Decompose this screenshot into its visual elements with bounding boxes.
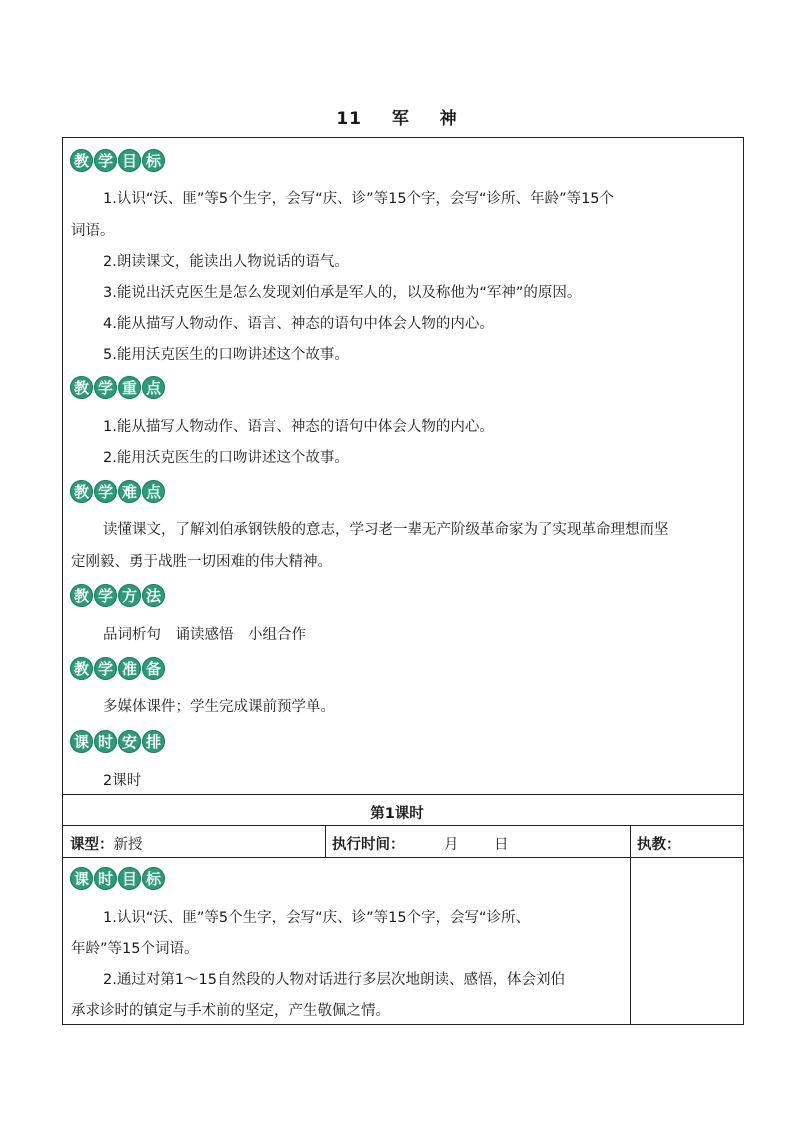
badge-teaching-goals: 教 学 目 标	[70, 149, 165, 172]
badge-key-points: 教 学 重 点	[70, 376, 165, 399]
goal-line-1: 1.认识“沃、匪”等5个生字，会写“庆、诊”等15个字，会写“诊所、年龄”等15个	[103, 191, 615, 207]
goal-line-1-cont: 词语。	[71, 223, 115, 239]
title-char-1: 军	[391, 109, 410, 129]
methods-line: 品词析句 诵读感悟 小组合作	[103, 627, 306, 643]
key-point-line-1: 1.能从描写人物动作、语言、神态的语句中体会人物的内心。	[103, 419, 494, 435]
badge-difficulties: 教 学 难 点	[70, 480, 165, 503]
badge-methods: 教 学 方 法	[70, 584, 165, 607]
table-divider	[62, 857, 744, 858]
lesson-goal-line-2-cont: 承求诊时的镇定与手术前的坚定，产生敬佩之情。	[71, 1003, 390, 1019]
course-type	[70, 833, 143, 854]
key-point-line-2: 2.能用沃克医生的口吻讲述这个故事。	[103, 450, 349, 466]
badge-preparation: 教 学 准 备	[70, 657, 165, 680]
execution-time-label: 执行时间：	[332, 837, 405, 853]
goal-line-2: 2.朗读课文，能读出人物说话的语气。	[103, 254, 349, 270]
difficulty-line-2: 定刚毅、勇于战胜一切困难的伟大精神。	[71, 554, 332, 570]
lesson-title	[0, 104, 794, 129]
goal-line-5: 5.能用沃克医生的口吻讲述这个故事。	[103, 347, 349, 363]
badge-lesson-goals: 课 时 目 标	[70, 867, 165, 890]
month-label: 月	[444, 837, 459, 853]
lesson-goal-line-1: 1.认识“沃、匪”等5个生字，会写“庆、诊”等15个字，会写“诊所、	[103, 910, 531, 926]
goal-line-3: 3.能说出沃克医生是怎么发现刘伯承是军人的，以及称他为“军神”的原因。	[103, 285, 582, 301]
lesson-goal-line-2: 2.通过对第1～15自然段的人物对话进行多层次地朗读、感悟，体会刘伯	[103, 972, 566, 988]
table-divider	[630, 825, 631, 1025]
badge-schedule: 课 时 安 排	[70, 730, 165, 753]
lesson-number: 11	[336, 109, 362, 129]
table-divider	[325, 825, 326, 858]
preparation-line: 多媒体课件；学生完成课前预学单。	[103, 699, 335, 715]
course-type-label: 课型：	[70, 837, 114, 853]
course-type-value: 新授	[113, 837, 143, 853]
lesson-goal-line-1-cont: 年龄”等15个词语。	[71, 941, 199, 957]
lesson-period-header: 第1课时	[370, 806, 424, 822]
difficulty-line-1: 读懂课文，了解刘伯承钢铁般的意志，学习老一辈无产阶级革命家为了实现革命理想而坚	[103, 522, 669, 538]
teacher-label: 执教：	[637, 837, 681, 853]
title-char-2: 神	[439, 109, 458, 129]
goal-line-4: 4.能从描写人物动作、语言、神态的语句中体会人物的内心。	[103, 316, 494, 332]
table-divider	[62, 825, 744, 826]
day-label: 日	[494, 837, 509, 853]
schedule-line: 2课时	[103, 773, 142, 789]
